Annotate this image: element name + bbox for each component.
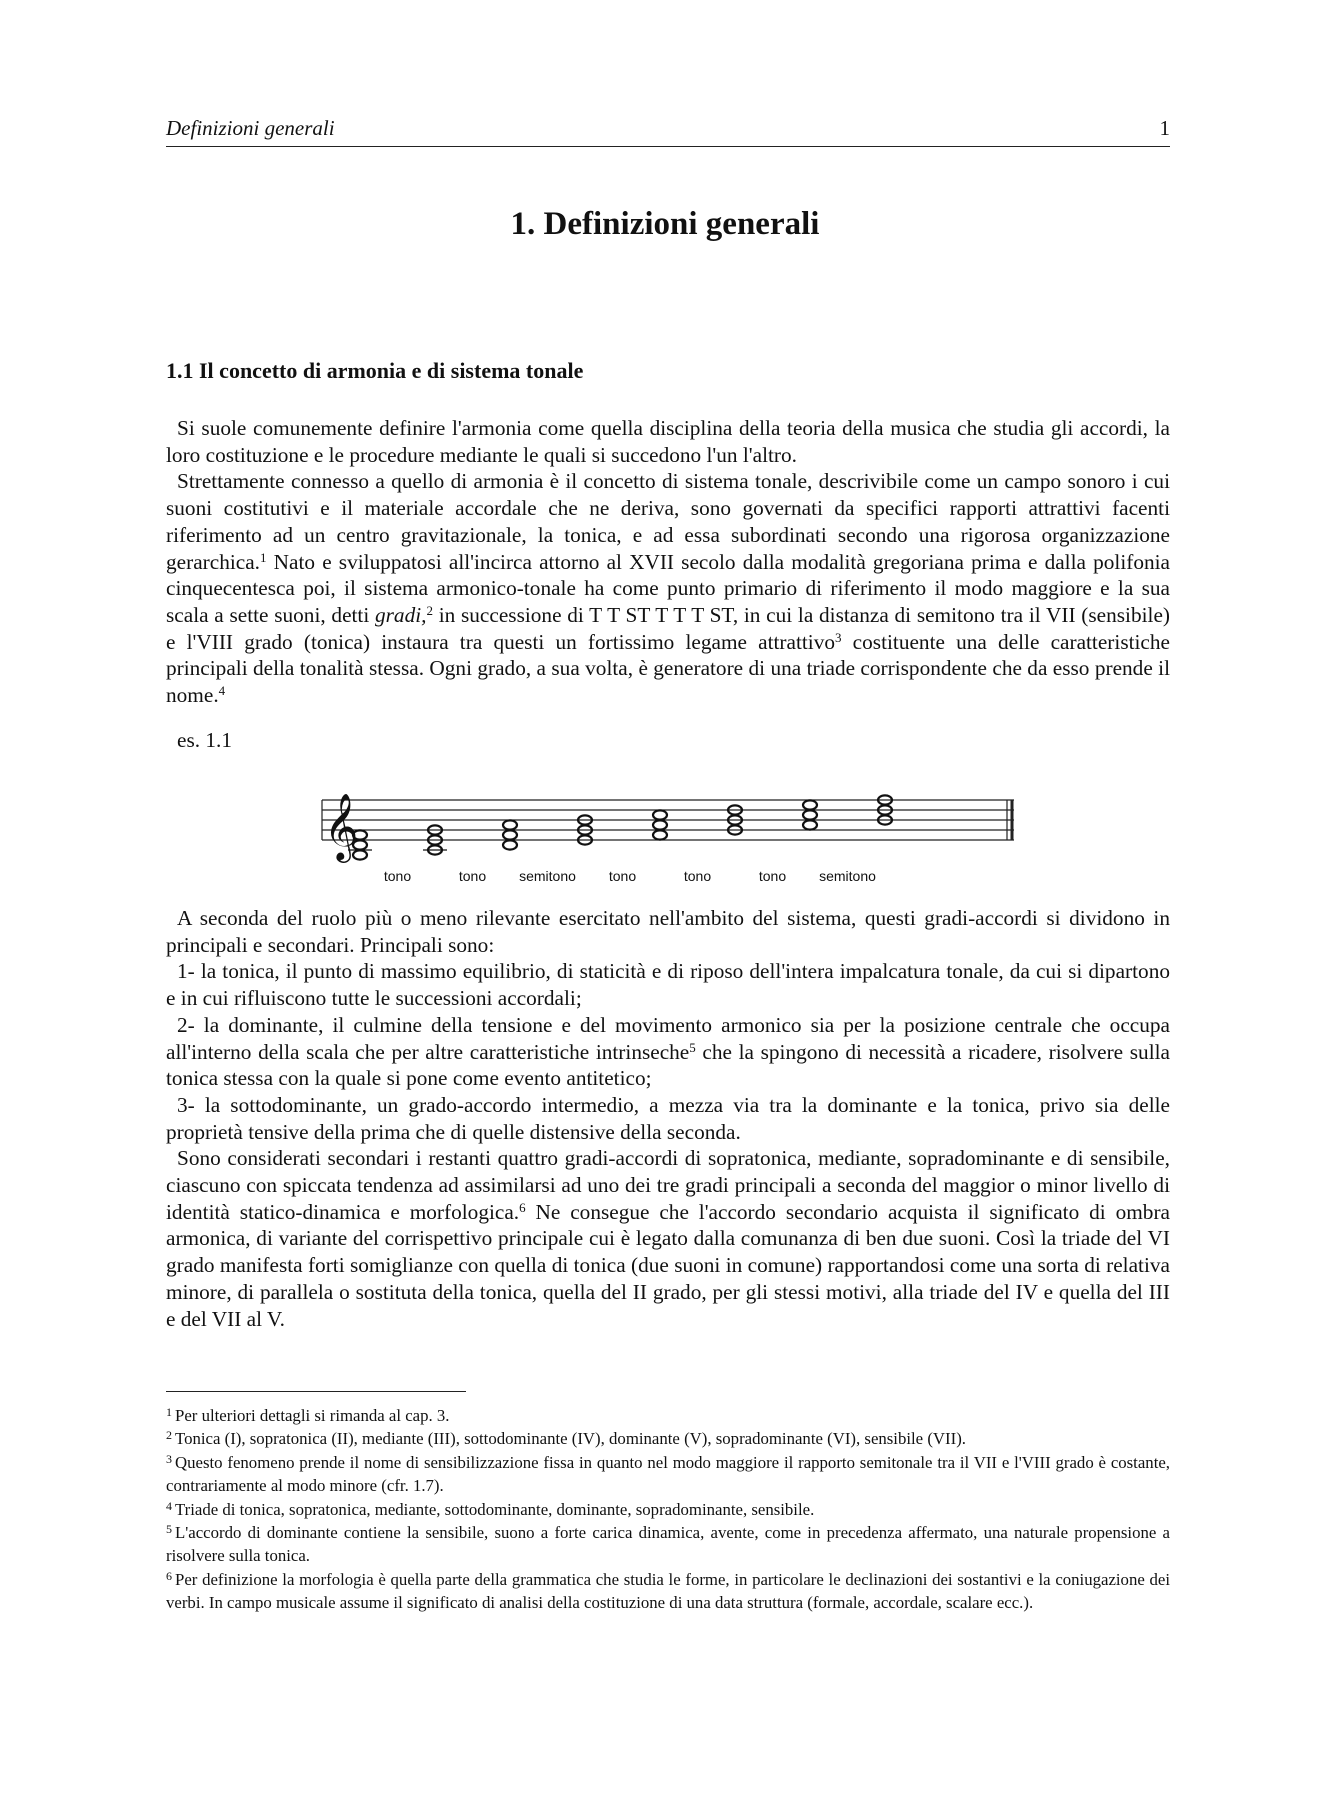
- footnote-ref: 5: [689, 1039, 696, 1055]
- whole-note: [803, 810, 817, 819]
- staff-lines: [322, 800, 1014, 840]
- running-header: [166, 116, 1170, 147]
- treble-clef-icon: 𝄞: [324, 792, 359, 860]
- paragraph: 3- la sottodominante, un grado-accordo intermedio, a mezza via tra la dominante e la tonica, privo sia delle proprietà tensive della prima che di quelle distensive della seconda.: [166, 1092, 1170, 1144]
- body-text-block-1: [166, 415, 1170, 709]
- chapter-title: 1. Definizioni generali: [510, 206, 820, 242]
- page-number: 1: [1159, 116, 1170, 140]
- paragraph: Strettamente connesso a quello di armonia è il concetto di sistema tonale, descrivibile come un campo sonoro i cui suoni costitutivi e il materiale accordale che ne deriva, sono governati da specifici rapporti attrattivi facenti riferimento ad un centro gravitazionale, la tonica, e ad essa subordinati secondo una rigorosa organizzazione gerarchica.$^1$ Nato e sviluppatosi all'incirca attorno al XVII secolo dalla modalità gregoriana prima e dalla polifonia cinquecentesca poi, il sistema armonico-tonale ha come punto primario di riferimento il modo maggiore e la sua scala a sette suoni, detti gradi,$^2$ in successione di T T ST T T T ST, in cui la distanza di semitono tra il VII (sensibile) e l'VIII grado (tonica) instaura tra questi un fortissimo legame attrattivo$^3$ costituente una delle caratteristiche principali della tonalità stessa. Ogni grado, a sua volta, è generatore di una triade corrispondente che da esso prende il nome.$^4$: [166, 469, 1170, 708]
- footnote-text: Per ulteriori dettagli si rimanda al cap. 3.: [175, 1406, 450, 1425]
- whole-note: [503, 840, 517, 849]
- whole-note: [653, 830, 667, 839]
- whole-note: [803, 800, 817, 809]
- footnote-number: 4: [166, 1498, 172, 1513]
- whole-note: [653, 810, 667, 819]
- footnote-text: Tonica (I), sopratonica (II), mediante (III), sottodominante (IV), dominante (V), sopradominante (VI), sensibile (VII).: [175, 1429, 966, 1449]
- footnote: [166, 1521, 1170, 1568]
- music-example-score: [318, 780, 1018, 890]
- interval-labels: [384, 868, 876, 884]
- footnote-ref: 2: [426, 602, 433, 618]
- footnote-number: 1: [166, 1405, 172, 1419]
- paragraph: 1- la tonica, il punto di massimo equilibrio, di staticità e di riposo dell'intera impalcatura tonale, da cui si dipartono e in cui rifluiscono tutte le successioni accordali;: [166, 959, 1170, 1011]
- example-label: es. 1.1: [177, 728, 233, 752]
- section-heading: 1.1 Il concetto di armonia e di sistema tonale: [166, 358, 584, 383]
- interval-label: semitono: [519, 868, 576, 884]
- body-text-block-2: [166, 905, 1170, 1332]
- footnotes: [166, 1404, 1170, 1615]
- italic-term: gradi,: [375, 602, 427, 627]
- footnote: [166, 1568, 1170, 1615]
- footnote: [166, 1451, 1170, 1498]
- interval-label: tono: [458, 868, 487, 884]
- footnote-ref: 4: [218, 683, 226, 699]
- interval-label: tono: [758, 868, 787, 884]
- interval-label: tono: [683, 868, 712, 884]
- paragraph: Si suole comunemente definire l'armonia come quella disciplina della teoria della musica che studia gli accordi, la loro costituzione e le procedure mediante le quali si succedono l'un l'altro.: [166, 416, 1170, 467]
- triad-chord: [653, 810, 667, 839]
- footnote-ref: 3: [835, 629, 842, 645]
- paragraph: A seconda del ruolo più o meno rilevante esercitato nell'ambito del sistema, questi gradi-accordi si dividono in principali e secondari. Principali sono:: [166, 906, 1170, 957]
- interval-label: semitono: [819, 868, 876, 884]
- whole-note: [503, 830, 517, 839]
- footnote: [166, 1498, 1170, 1521]
- footnote-text: Triade di tonica, sopratonica, mediante, sottodominante, dominante, sopradominante, sensibile.: [175, 1499, 815, 1519]
- paragraph: 2- la dominante, il culmine della tensione e del movimento armonico sia per la posizione centrale che occupa all'interno della scala che per altre caratteristiche intrinseche$^5$ che la spingono di necessità a ricadere, risolvere sulla tonica stessa con la quale si pone come evento antitetico;: [166, 1012, 1170, 1091]
- footnote-text: L'accordo di dominante contiene la sensibile, suono a forte carica dinamica, avente, come in precedenza affermato, una naturale propensione a risolvere sulla tonica.: [166, 1523, 1170, 1566]
- footnote-ref: 6: [519, 1199, 526, 1215]
- footnote-ref: 1: [260, 549, 267, 565]
- interval-label: tono: [383, 868, 412, 884]
- footnote-number: 2: [166, 1428, 172, 1443]
- footnote-number: 6: [166, 1568, 172, 1583]
- interval-label: tono: [608, 868, 637, 884]
- triad-chord: [803, 800, 817, 829]
- running-title: Definizioni generali: [166, 116, 335, 140]
- footnote-divider: [166, 1391, 466, 1392]
- triad-chord: [503, 820, 517, 849]
- footnote: [166, 1427, 1170, 1450]
- whole-note: [503, 820, 517, 829]
- paragraph: Sono considerati secondari i restanti quattro gradi-accordi di sopratonica, mediante, sopradominante e di sensibile, ciascuno con spiccata tendenza ad assimilarsi ad uno dei tre gradi principali a seconda del maggior o minor livello di identità statico-dinamica e morfologica.$^6$ Ne consegue che l'accordo secondario acquista il significato di ombra armonica, di variante del corrispettivo principale cui è legato dalla comunanza di ben due suoni. Così la triade del VI grado manifesta forti somiglianze con quella di tonica (due suoni in comune) rapportandosi come una sorta di relativa minore, di parallela o sostituta della tonica, quella del II grado, per gli stessi motivi, alla triade del IV e quella del III e del VII al V.: [166, 1146, 1170, 1331]
- footnote-number: 5: [166, 1522, 172, 1537]
- whole-note: [803, 820, 817, 829]
- chord-group: [348, 795, 892, 859]
- footnote-text: Per definizione la morfologia è quella parte della grammatica che studia le forme, in particolare le declinazioni dei sostantivi e la coniugazione dei verbi. In campo musicale assume il significato di analisi della costituzione di una data struttura (formale, accordale, scalare ecc.).: [166, 1569, 1170, 1613]
- footnote-text: Questo fenomeno prende il nome di sensibilizzazione fissa in quanto nel modo maggiore il rapporto semitonale tra il VII e l'VIII grado è costante, contrariamente al modo minore (cfr. 1.7).: [166, 1452, 1170, 1496]
- footnote: [166, 1404, 1170, 1427]
- whole-note: [653, 820, 667, 829]
- footnote-number: 3: [166, 1451, 172, 1466]
